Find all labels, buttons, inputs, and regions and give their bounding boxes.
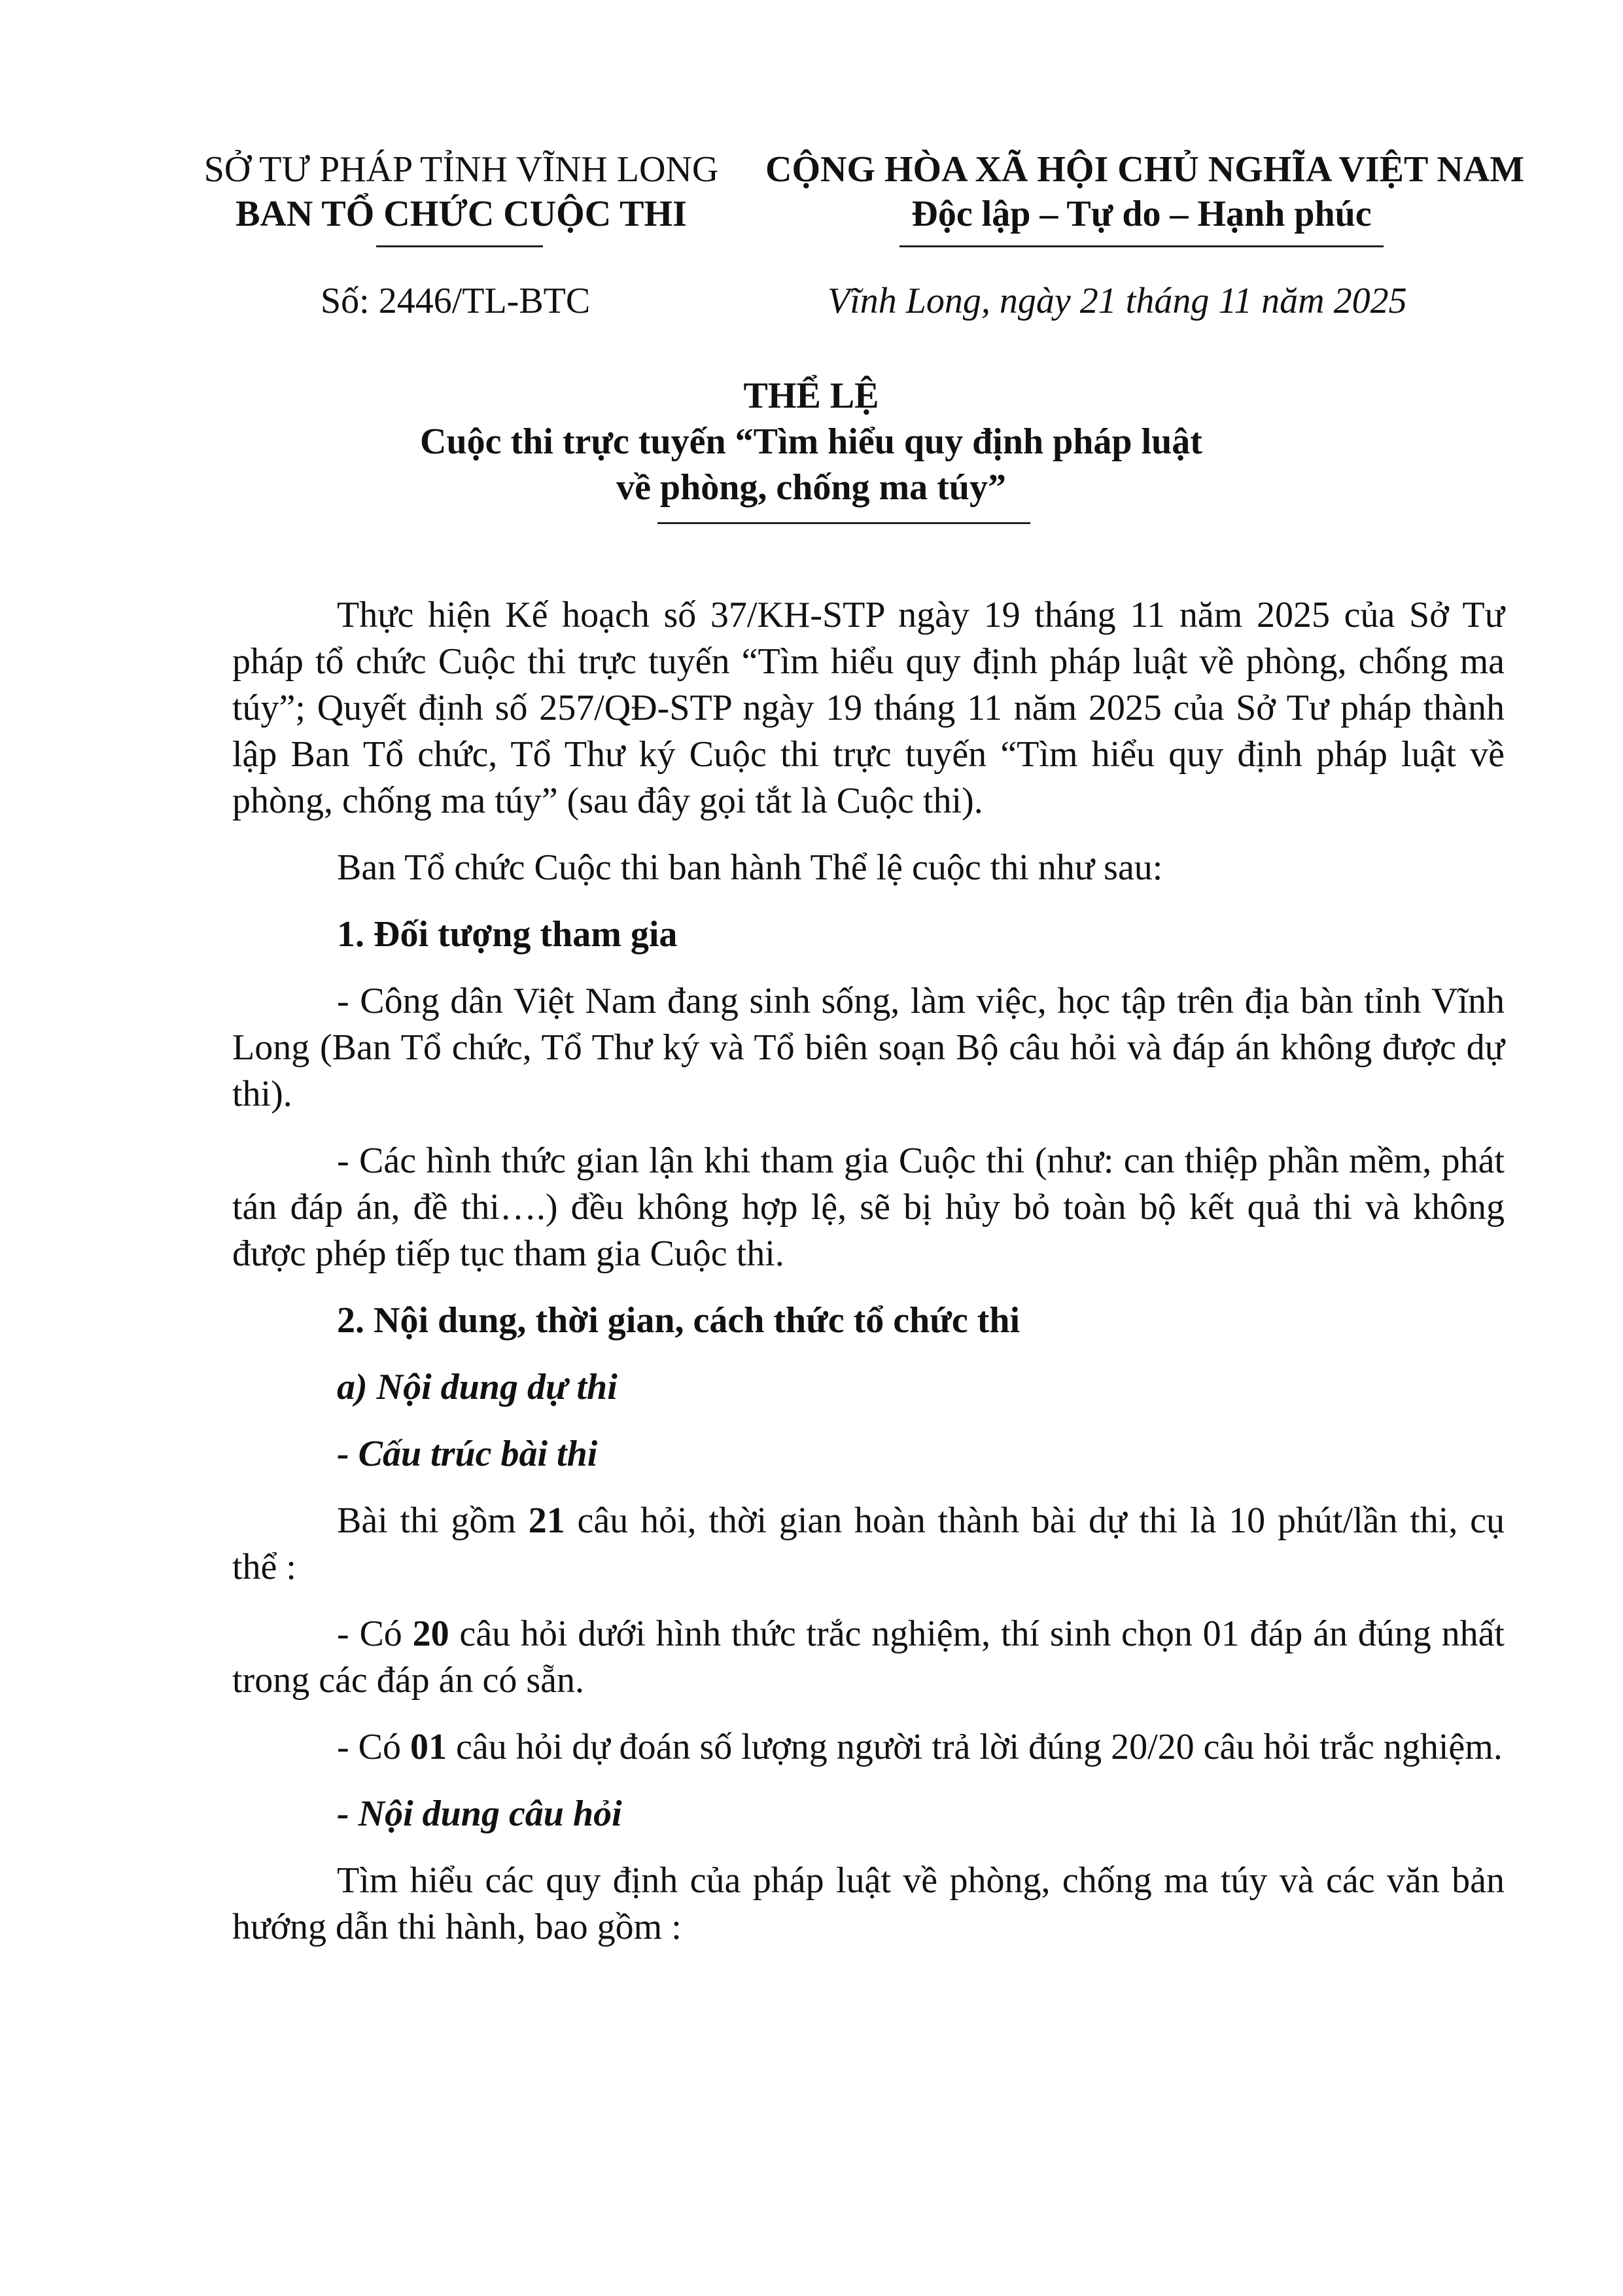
structure-paragraph-3 [232,1724,1505,1771]
multiple-choice-count: 20 [412,1614,449,1654]
prediction-count: 01 [410,1727,447,1767]
issuance-paragraph: Ban Tổ chức Cuộc thi ban hành Thể lệ cuộc thi như sau: [337,847,1163,888]
structure-p1-text-b: câu hỏi, thời gian hoàn thành bài dự thi là 10 phút/lần thi, cụ thể : [232,1500,1505,1587]
motto-underline [899,245,1384,247]
structure-heading: - Cấu trúc bài thi [337,1434,598,1474]
content-paragraph-1: Tìm hiểu các quy định của pháp luật về phòng, chống ma túy và các văn bản hướng dẫn thi hành, bao gồm : [232,1860,1505,1947]
organizing-committee: BAN TỔ CHỨC CUỘC THI [236,194,687,234]
title-line-2: Cuộc thi trực tuyến “Tìm hiểu quy định pháp luật [420,421,1202,462]
national-motto [765,147,1525,236]
content-heading: - Nội dung câu hỏi [337,1793,622,1834]
structure-p2-text-b: câu hỏi dưới hình thức trắc nghiệm, thí sinh chọn 01 đáp án đúng nhất trong các đáp án có sẵn. [232,1614,1505,1701]
reference-number: Số: 2446/TL-BTC [321,281,591,321]
structure-p1-text-a: Bài thi gồm [337,1500,529,1541]
section-1-item-2: - Các hình thức gian lận khi tham gia Cuộc thi (như: can thiệp phần mềm, phát tán đáp án, đề thi….) đều không hợp lệ, sẽ bị hủy bỏ toàn bộ kết quả thi và không được phép tiếp tục tham gia Cuộc thi. [232,1140,1505,1274]
structure-paragraph-1 [232,1498,1505,1591]
structure-paragraph-2 [232,1611,1505,1704]
section-2-heading: 2. Nội dung, thời gian, cách thức tổ chức thi [337,1300,1021,1341]
section-1-heading: 1. Đối tượng tham gia [337,914,678,955]
agency-underline [376,245,543,247]
place-and-date: Vĩnh Long, ngày 21 tháng 11 năm 2025 [828,281,1407,321]
document-body [232,592,1505,1951]
motto: Độc lập – Tự do – Hạnh phúc [911,194,1372,234]
section-2a-heading: a) Nội dung dự thi [337,1367,618,1407]
structure-p3-text-a: - Có [337,1727,410,1767]
title-type: THỂ LỆ [743,376,879,416]
document-title [196,373,1426,510]
intro-paragraph: Thực hiện Kế hoạch số 37/KH-STP ngày 19 tháng 11 năm 2025 của Sở Tư pháp tổ chức Cuộc thi trực tuyến “Tìm hiểu quy định pháp luật về phòng, chống ma túy”; Quyết định số 257/QĐ-STP ngày 19 tháng 11 năm 2025 của Sở Tư pháp thành lập Ban Tổ chức, Tổ Thư ký Cuộc thi trực tuyến “Tìm hiểu quy định pháp luật về phòng, chống ma túy” (sau đây gọi tắt là Cuộc thi). [232,595,1505,821]
country-name: CỘNG HÒA XÃ HỘI CHỦ NGHĨA VIỆT NAM [765,149,1525,190]
title-line-3: về phòng, chống ma túy” [616,467,1006,508]
question-count: 21 [528,1500,565,1541]
agency-name: SỞ TƯ PHÁP TỈNH VĨNH LONG [203,149,719,190]
structure-p3-text-b: câu hỏi dự đoán số lượng người trả lời đúng 20/20 câu hỏi trắc nghiệm. [447,1727,1503,1767]
issuing-agency [196,147,726,236]
title-underline [657,522,1030,524]
section-1-item-1: - Công dân Việt Nam đang sinh sống, làm việc, học tập trên địa bàn tỉnh Vĩnh Long (Ban Tổ chức, Tổ Thư ký và Tổ biên soạn Bộ câu hỏi và đáp án không được dự thi). [232,981,1505,1114]
structure-p2-text-a: - Có [337,1614,413,1654]
